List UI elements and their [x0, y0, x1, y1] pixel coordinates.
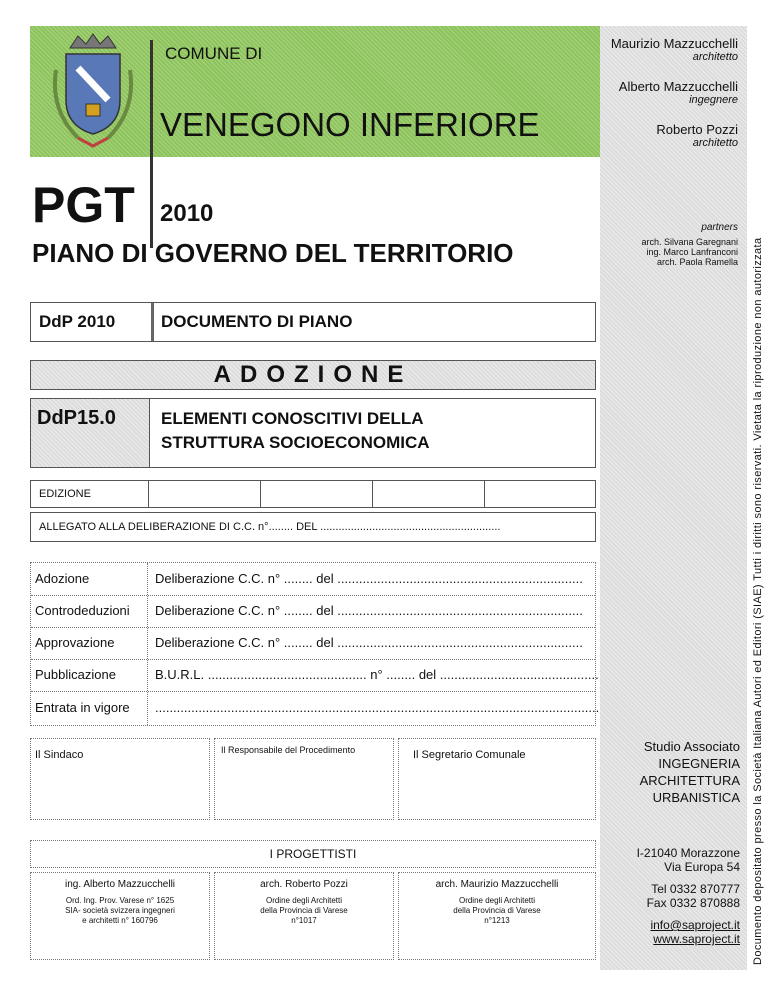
author-name: Maurizio Mazzucchelli — [610, 36, 738, 51]
row-label: Controdeduzioni — [35, 603, 130, 618]
studio-discipline: ARCHITETTURA — [639, 773, 740, 788]
progettista-line: e architetti n° 160796 — [82, 916, 158, 925]
edition-cell — [261, 481, 373, 507]
town-name: VENEGONO INFERIORE — [160, 106, 540, 143]
author-role: ingegnere — [689, 94, 738, 106]
partners-block — [600, 222, 738, 267]
ddp-title: DOCUMENTO DI PIANO — [161, 312, 353, 331]
progettista-name: arch. Maurizio Mazzucchelli — [435, 879, 559, 890]
plan-title: PIANO DI GOVERNO DEL TERRITORIO — [32, 238, 514, 268]
progettista-line: della Provincia di Varese — [453, 906, 541, 915]
progettista-box — [214, 872, 394, 960]
table-row — [31, 627, 595, 660]
phase-band — [30, 360, 596, 390]
progettista-line: Ordine degli Architetti — [458, 896, 536, 905]
allegato-text: ALLEGATO ALLA DELIBERAZIONE DI C.C. n°........ DEL ........................................................... — [39, 521, 501, 533]
signature-responsabile — [214, 738, 394, 820]
studio-discipline: URBANISTICA — [652, 790, 740, 805]
table-row — [31, 691, 600, 725]
email-link[interactable]: info@saproject.it — [650, 918, 740, 932]
row-value: Deliberazione C.C. n° ........ del .................................................................... — [155, 603, 583, 618]
progettista-line: n°1017 — [291, 916, 317, 925]
edition-cell — [373, 481, 485, 507]
progettista-name: arch. Roberto Pozzi — [260, 879, 348, 890]
doc-title-line-2: STRUTTURA SOCIOECONOMICA — [161, 433, 430, 452]
doc-code: DdP15.0 — [37, 407, 116, 429]
signature-label: Il Sindaco — [35, 749, 84, 761]
signature-sindaco — [30, 738, 210, 820]
doc-title-line-1: ELEMENTI CONOSCITIVI DELLA — [161, 409, 424, 428]
right-panel — [600, 26, 747, 970]
edition-row — [30, 480, 596, 508]
signature-label: Il Responsabile del Procedimento — [221, 745, 356, 755]
allegato-row — [30, 512, 596, 542]
copyright-vertical — [750, 15, 766, 965]
row-value: Deliberazione C.C. n° ........ del .................................................................... — [155, 635, 583, 650]
row-value: Deliberazione C.C. n° ........ del .................................................................... — [155, 571, 583, 586]
header-divider — [150, 40, 153, 248]
row-label: Approvazione — [35, 635, 115, 650]
phone-number: Tel 0332 870777 — [651, 882, 740, 896]
edition-label: EDIZIONE — [31, 481, 149, 507]
progettista-line: della Provincia di Varese — [260, 906, 348, 915]
authors-block — [600, 36, 738, 149]
partner-name: arch. Silvana Garegnani — [641, 237, 738, 247]
studio-contacts — [600, 846, 740, 946]
progettista-box — [398, 872, 596, 960]
progettisti-header — [30, 840, 596, 868]
coat-of-arms-logo — [48, 30, 138, 148]
fax-number: Fax 0332 870888 — [646, 896, 740, 910]
doc-code-box — [30, 398, 596, 468]
signature-segretario — [398, 738, 596, 820]
author-role: architetto — [692, 137, 738, 149]
progettista-line: SIA- società svizzera ingegneri — [65, 906, 175, 915]
studio-discipline: INGEGNERIA — [658, 756, 740, 771]
phase-label: ADOZIONE — [213, 361, 413, 388]
address-line: I-21040 Morazzone — [636, 846, 740, 860]
row-label: Pubblicazione — [35, 667, 116, 682]
partner-name: arch. Paola Ramella — [656, 257, 738, 267]
progettista-line: Ordine degli Architetti — [265, 896, 343, 905]
pgt-year: 2010 — [160, 200, 214, 227]
edition-cell — [149, 481, 261, 507]
row-value: ........................................................................................................................... — [155, 700, 600, 715]
signature-label: Il Segretario Comunale — [413, 749, 526, 761]
studio-block — [600, 738, 740, 806]
approvals-table — [30, 562, 600, 726]
copyright-text: Documento depositato presso la Società Italiana Autori ed Editori (SIAE) Tutti i diritti sono riservati. Vietata la riproduzione non autorizzata — [752, 237, 764, 965]
partner-name: ing. Marco Lanfranconi — [646, 247, 738, 257]
author-name: Roberto Pozzi — [656, 122, 738, 137]
address-line: Via Europa 54 — [664, 860, 740, 874]
row-label: Adozione — [35, 571, 90, 586]
ddp-divider — [151, 303, 154, 341]
comune-di-label: COMUNE DI — [165, 44, 263, 63]
studio-name: Studio Associato — [643, 739, 740, 754]
ddp-box — [30, 302, 596, 342]
author-name: Alberto Mazzucchelli — [618, 79, 738, 94]
website-link[interactable]: www.saproject.it — [653, 932, 740, 946]
pgt-title: PGT — [32, 177, 135, 233]
ddp-code: DdP 2010 — [39, 312, 116, 331]
progettisti-title: I PROGETTISTI — [269, 847, 357, 861]
progettista-box — [30, 872, 210, 960]
table-row — [31, 595, 595, 628]
progettista-line: Ord. Ing. Prov. Varese n° 1625 — [65, 896, 175, 905]
row-value: B.U.R.L. ............................................ n° ........ del ............................................ — [155, 667, 599, 682]
table-row — [31, 563, 595, 596]
partners-label: partners — [701, 222, 738, 233]
row-label: Entrata in vigore — [35, 700, 130, 715]
author-role: architetto — [692, 51, 738, 63]
doc-code-cell — [31, 399, 150, 467]
edition-cell — [485, 481, 595, 507]
progettista-line: n°1213 — [484, 916, 510, 925]
table-row — [31, 659, 599, 692]
progettista-name: ing. Alberto Mazzucchelli — [64, 879, 176, 890]
